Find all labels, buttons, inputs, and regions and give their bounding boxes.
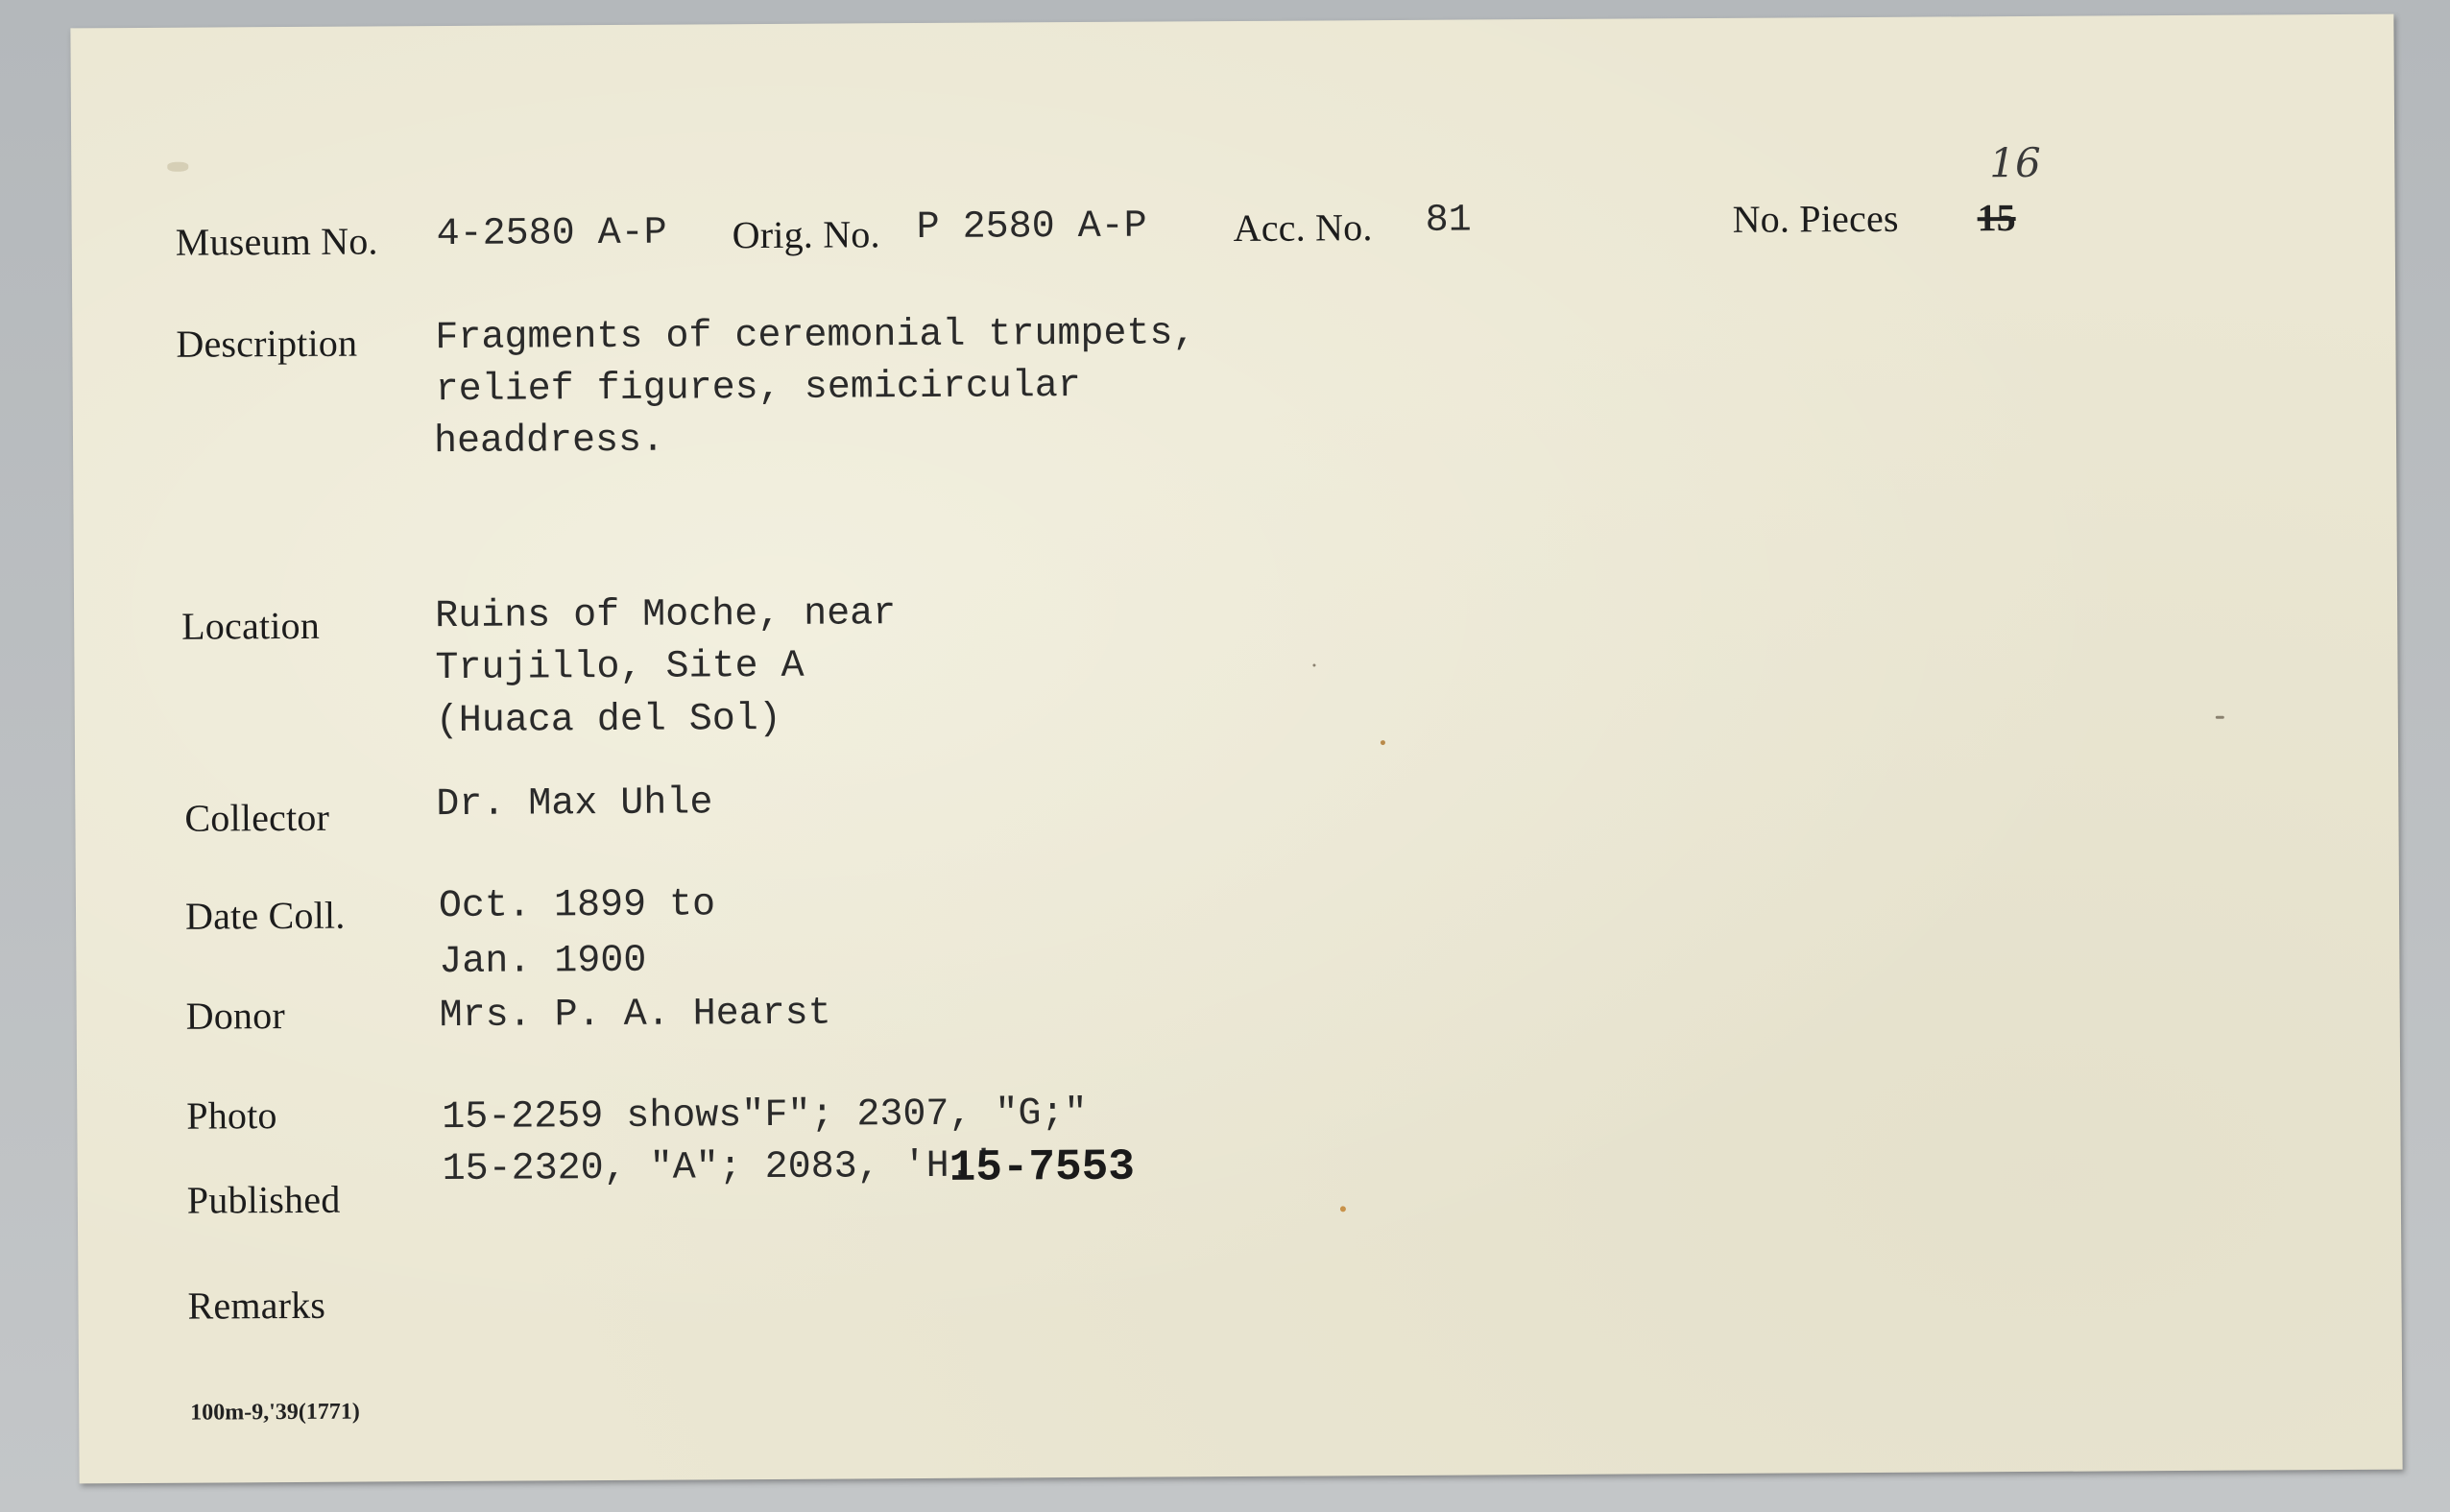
museum-no-value: 4-2580 A-P <box>436 211 667 257</box>
no-pieces-handwritten-value: 16 <box>1989 138 2041 187</box>
orig-no-value: P 2580 A-P <box>916 204 1147 251</box>
date-coll-line-2: Jan. 1900 <box>439 939 647 985</box>
acc-no-label: Acc. No. <box>1233 205 1373 251</box>
location-line-1: Ruins of Moche, near <box>435 592 897 639</box>
description-label: Description <box>176 321 358 366</box>
location-label: Location <box>181 603 321 648</box>
description-line-3: headdress. <box>433 419 665 465</box>
orig-no-label: Orig. No. <box>732 212 880 257</box>
catalog-card <box>70 14 2402 1484</box>
description-line-2: relief figures, semicircular <box>435 364 1081 413</box>
paper-speck <box>1312 663 1315 666</box>
location-line-3: (Huaca del Sol) <box>435 697 782 744</box>
form-code: 100m-9,'39(1771) <box>190 1399 360 1426</box>
paper-speck <box>1340 1206 1346 1212</box>
date-coll-label: Date Coll. <box>184 893 346 938</box>
date-coll-line-1: Oct. 1899 to <box>438 883 716 929</box>
paper-speck <box>1381 740 1385 745</box>
photo-extra-number: 15-7553 <box>949 1141 1136 1193</box>
collector-value: Dr. Max Uhle <box>436 781 713 828</box>
remarks-label: Remarks <box>187 1283 326 1328</box>
published-label: Published <box>186 1177 341 1222</box>
acc-no-value: 81 <box>1425 199 1472 243</box>
no-pieces-label: No. Pieces <box>1732 196 1899 241</box>
museum-no-label: Museum No. <box>175 219 378 264</box>
photo-line-2: 15-2320, "A"; 2083, 'H.' <box>442 1144 996 1192</box>
collector-label: Collector <box>184 795 330 840</box>
photo-label: Photo <box>186 1093 277 1138</box>
paper-speck <box>2216 716 2224 719</box>
description-line-1: Fragments of ceremonial trumpets, <box>435 312 1196 361</box>
donor-value: Mrs. P. A. Hearst <box>439 992 831 1039</box>
photo-line-1: 15-2259 shows"F"; 2307, "G;" <box>442 1092 1088 1140</box>
no-pieces-struck-value: 15 <box>1977 196 2016 240</box>
paper-speck <box>167 162 188 172</box>
location-line-2: Trujillo, Site A <box>435 644 805 691</box>
donor-label: Donor <box>185 994 286 1038</box>
